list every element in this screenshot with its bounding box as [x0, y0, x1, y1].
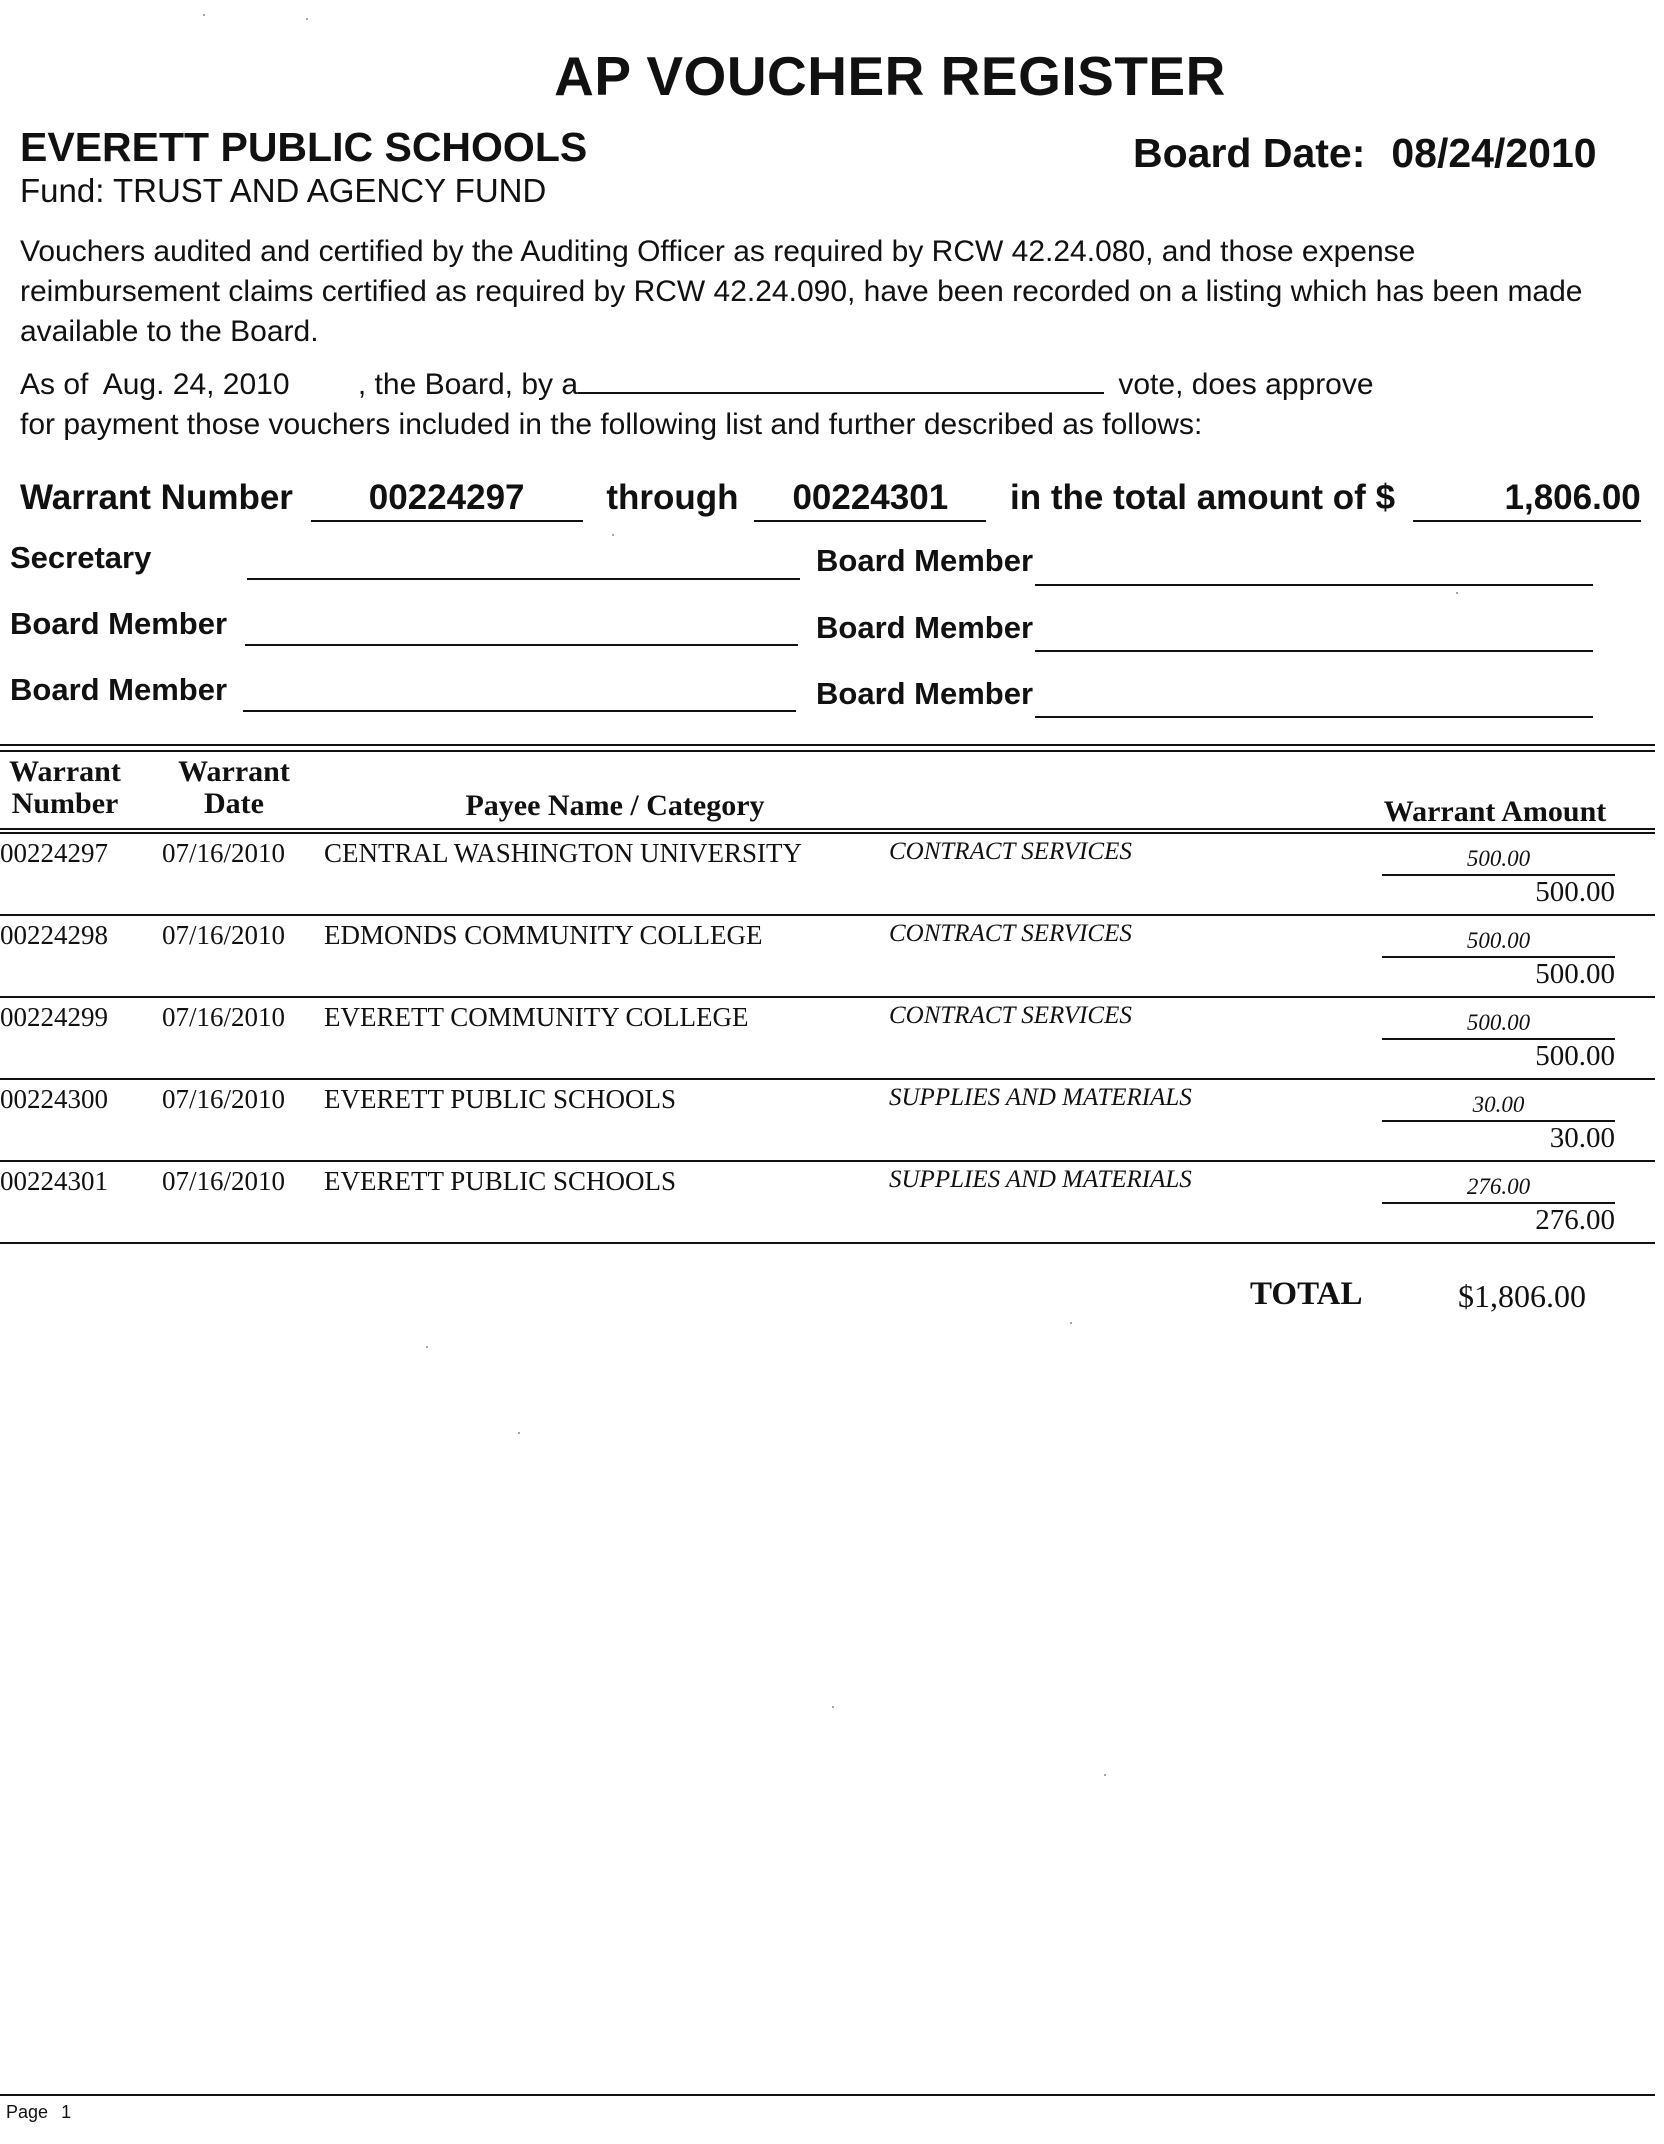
header-warrant-amount: Warrant Amount	[1383, 795, 1607, 828]
payee-name-cell: EDMONDS COMMUNITY COLLEGE	[324, 920, 763, 950]
scan-speck	[426, 1346, 428, 1348]
category-amount-cell: 500.00	[1382, 1010, 1615, 1040]
board-member-label: Board Member	[10, 606, 228, 641]
warrant-amount-cell: 500.00	[1535, 1040, 1615, 1072]
category-cell: CONTRACT SERVICES	[889, 838, 1132, 865]
warrant-number-cell: 00224300	[0, 1084, 108, 1114]
total-amount-label: in the total amount of $	[1010, 478, 1396, 517]
vote-blank-line	[578, 366, 1104, 394]
scan-speck	[306, 18, 308, 20]
warrant-date-cell: 07/16/2010	[162, 838, 286, 868]
as-of-label: As of	[20, 368, 89, 401]
scan-speck	[1070, 1322, 1072, 1324]
board-member-label: Board Member	[816, 543, 1034, 578]
category-cell: SUPPLIES AND MATERIALS	[889, 1166, 1192, 1193]
warrant-date-cell: 07/16/2010	[162, 920, 286, 950]
header-payee-category: Payee Name / Category	[465, 789, 765, 822]
scan-speck	[832, 1706, 834, 1708]
category-cell: CONTRACT SERVICES	[889, 1002, 1132, 1029]
payee-name-cell: EVERETT PUBLIC SCHOOLS	[324, 1166, 677, 1196]
payee-name-cell: CENTRAL WASHINGTON UNIVERSITY	[324, 838, 802, 868]
board-member-label: Board Member	[816, 610, 1034, 645]
table-top-rule-2	[0, 750, 1655, 752]
secretary-label: Secretary	[10, 540, 152, 575]
warrant-to: 00224301	[754, 478, 986, 522]
board-member-label: Board Member	[816, 676, 1034, 711]
board-member-signature-line	[1035, 716, 1593, 718]
warrant-number-cell: 00224298	[0, 920, 108, 950]
total-label: TOTAL	[1250, 1276, 1363, 1312]
total-amount: $1,806.00	[1458, 1278, 1586, 1314]
table-row	[0, 832, 1655, 916]
category-amount-cell: 500.00	[1382, 928, 1615, 958]
payee-name-cell: EVERETT PUBLIC SCHOOLS	[324, 1084, 677, 1114]
warrant-range-line	[20, 478, 1641, 522]
warrant-number-cell: 00224299	[0, 1002, 108, 1032]
table-top-rule	[0, 744, 1655, 746]
board-member-signature-line	[1035, 584, 1593, 586]
scan-speck	[518, 1432, 520, 1434]
category-amount-cell: 500.00	[1382, 846, 1615, 876]
through-label: through	[606, 478, 739, 517]
table-header-rule	[0, 828, 1655, 830]
fund-name: Fund: TRUST AND AGENCY FUND	[20, 172, 547, 209]
vote-approve-text: vote, does approve	[1118, 368, 1374, 401]
as-of-date: Aug. 24, 2010	[102, 368, 290, 401]
warrant-amount-cell: 276.00	[1535, 1204, 1615, 1236]
warrant-amount-cell: 30.00	[1549, 1122, 1615, 1154]
header-warrant-number: Warrant Number	[9, 755, 121, 820]
scan-speck	[1456, 592, 1458, 594]
header-warrant-date: Warrant Date	[178, 755, 290, 820]
category-cell: CONTRACT SERVICES	[889, 920, 1132, 947]
warrant-number-cell: 00224301	[0, 1166, 108, 1196]
board-member-signature-line	[1035, 650, 1593, 652]
warrant-date-cell: 07/16/2010	[162, 1166, 286, 1196]
warrant-date-cell: 07/16/2010	[162, 1084, 286, 1114]
board-date	[1133, 130, 1597, 177]
board-member-signature-line	[243, 710, 796, 712]
category-cell: SUPPLIES AND MATERIALS	[889, 1084, 1192, 1111]
board-date-value: 08/24/2010	[1391, 130, 1597, 176]
payee-name-cell: EVERETT COMMUNITY COLLEGE	[324, 1002, 749, 1032]
warrant-date-cell: 07/16/2010	[162, 1002, 286, 1032]
board-member-label: Board Member	[10, 672, 228, 707]
page-title: AP VOUCHER REGISTER	[554, 45, 1226, 107]
page-label: Page	[6, 2102, 49, 2122]
scan-speck	[612, 534, 614, 536]
approval-line-2: for payment those vouchers included in the following list and further described as follows:	[20, 408, 1203, 441]
scan-speck	[1104, 1774, 1106, 1776]
page-number-value: 1	[61, 2102, 72, 2122]
approval-line	[20, 366, 1374, 402]
warrant-number-cell: 00224297	[0, 838, 108, 868]
footer-rule	[0, 2094, 1655, 2096]
category-amount-cell: 276.00	[1382, 1174, 1615, 1204]
table-row	[0, 1160, 1655, 1244]
table-row	[0, 1078, 1655, 1162]
category-amount-cell: 30.00	[1382, 1092, 1615, 1122]
warrant-from: 00224297	[311, 478, 583, 522]
page-number	[6, 2102, 71, 2123]
warrant-total: 1,806.00	[1413, 478, 1641, 522]
certification-paragraph: Vouchers audited and certified by the Auditing Officer as required by RCW 42.24.080, and those expense reimbursement claims certified as required by RCW 42.24.090, have been recorded on a listing which has been made available to the Board.	[20, 235, 1583, 348]
warrant-amount-cell: 500.00	[1535, 876, 1615, 908]
warrant-number-label: Warrant Number	[20, 478, 293, 517]
organization-name: EVERETT PUBLIC SCHOOLS	[20, 124, 588, 170]
secretary-signature-line	[247, 578, 800, 580]
table-row	[0, 996, 1655, 1080]
board-by-a-text: , the Board, by a	[357, 368, 579, 401]
board-date-label: Board Date:	[1133, 130, 1366, 176]
table-row	[0, 914, 1655, 998]
board-member-signature-line	[245, 644, 798, 646]
warrant-amount-cell: 500.00	[1535, 958, 1615, 990]
scan-speck	[203, 14, 205, 16]
